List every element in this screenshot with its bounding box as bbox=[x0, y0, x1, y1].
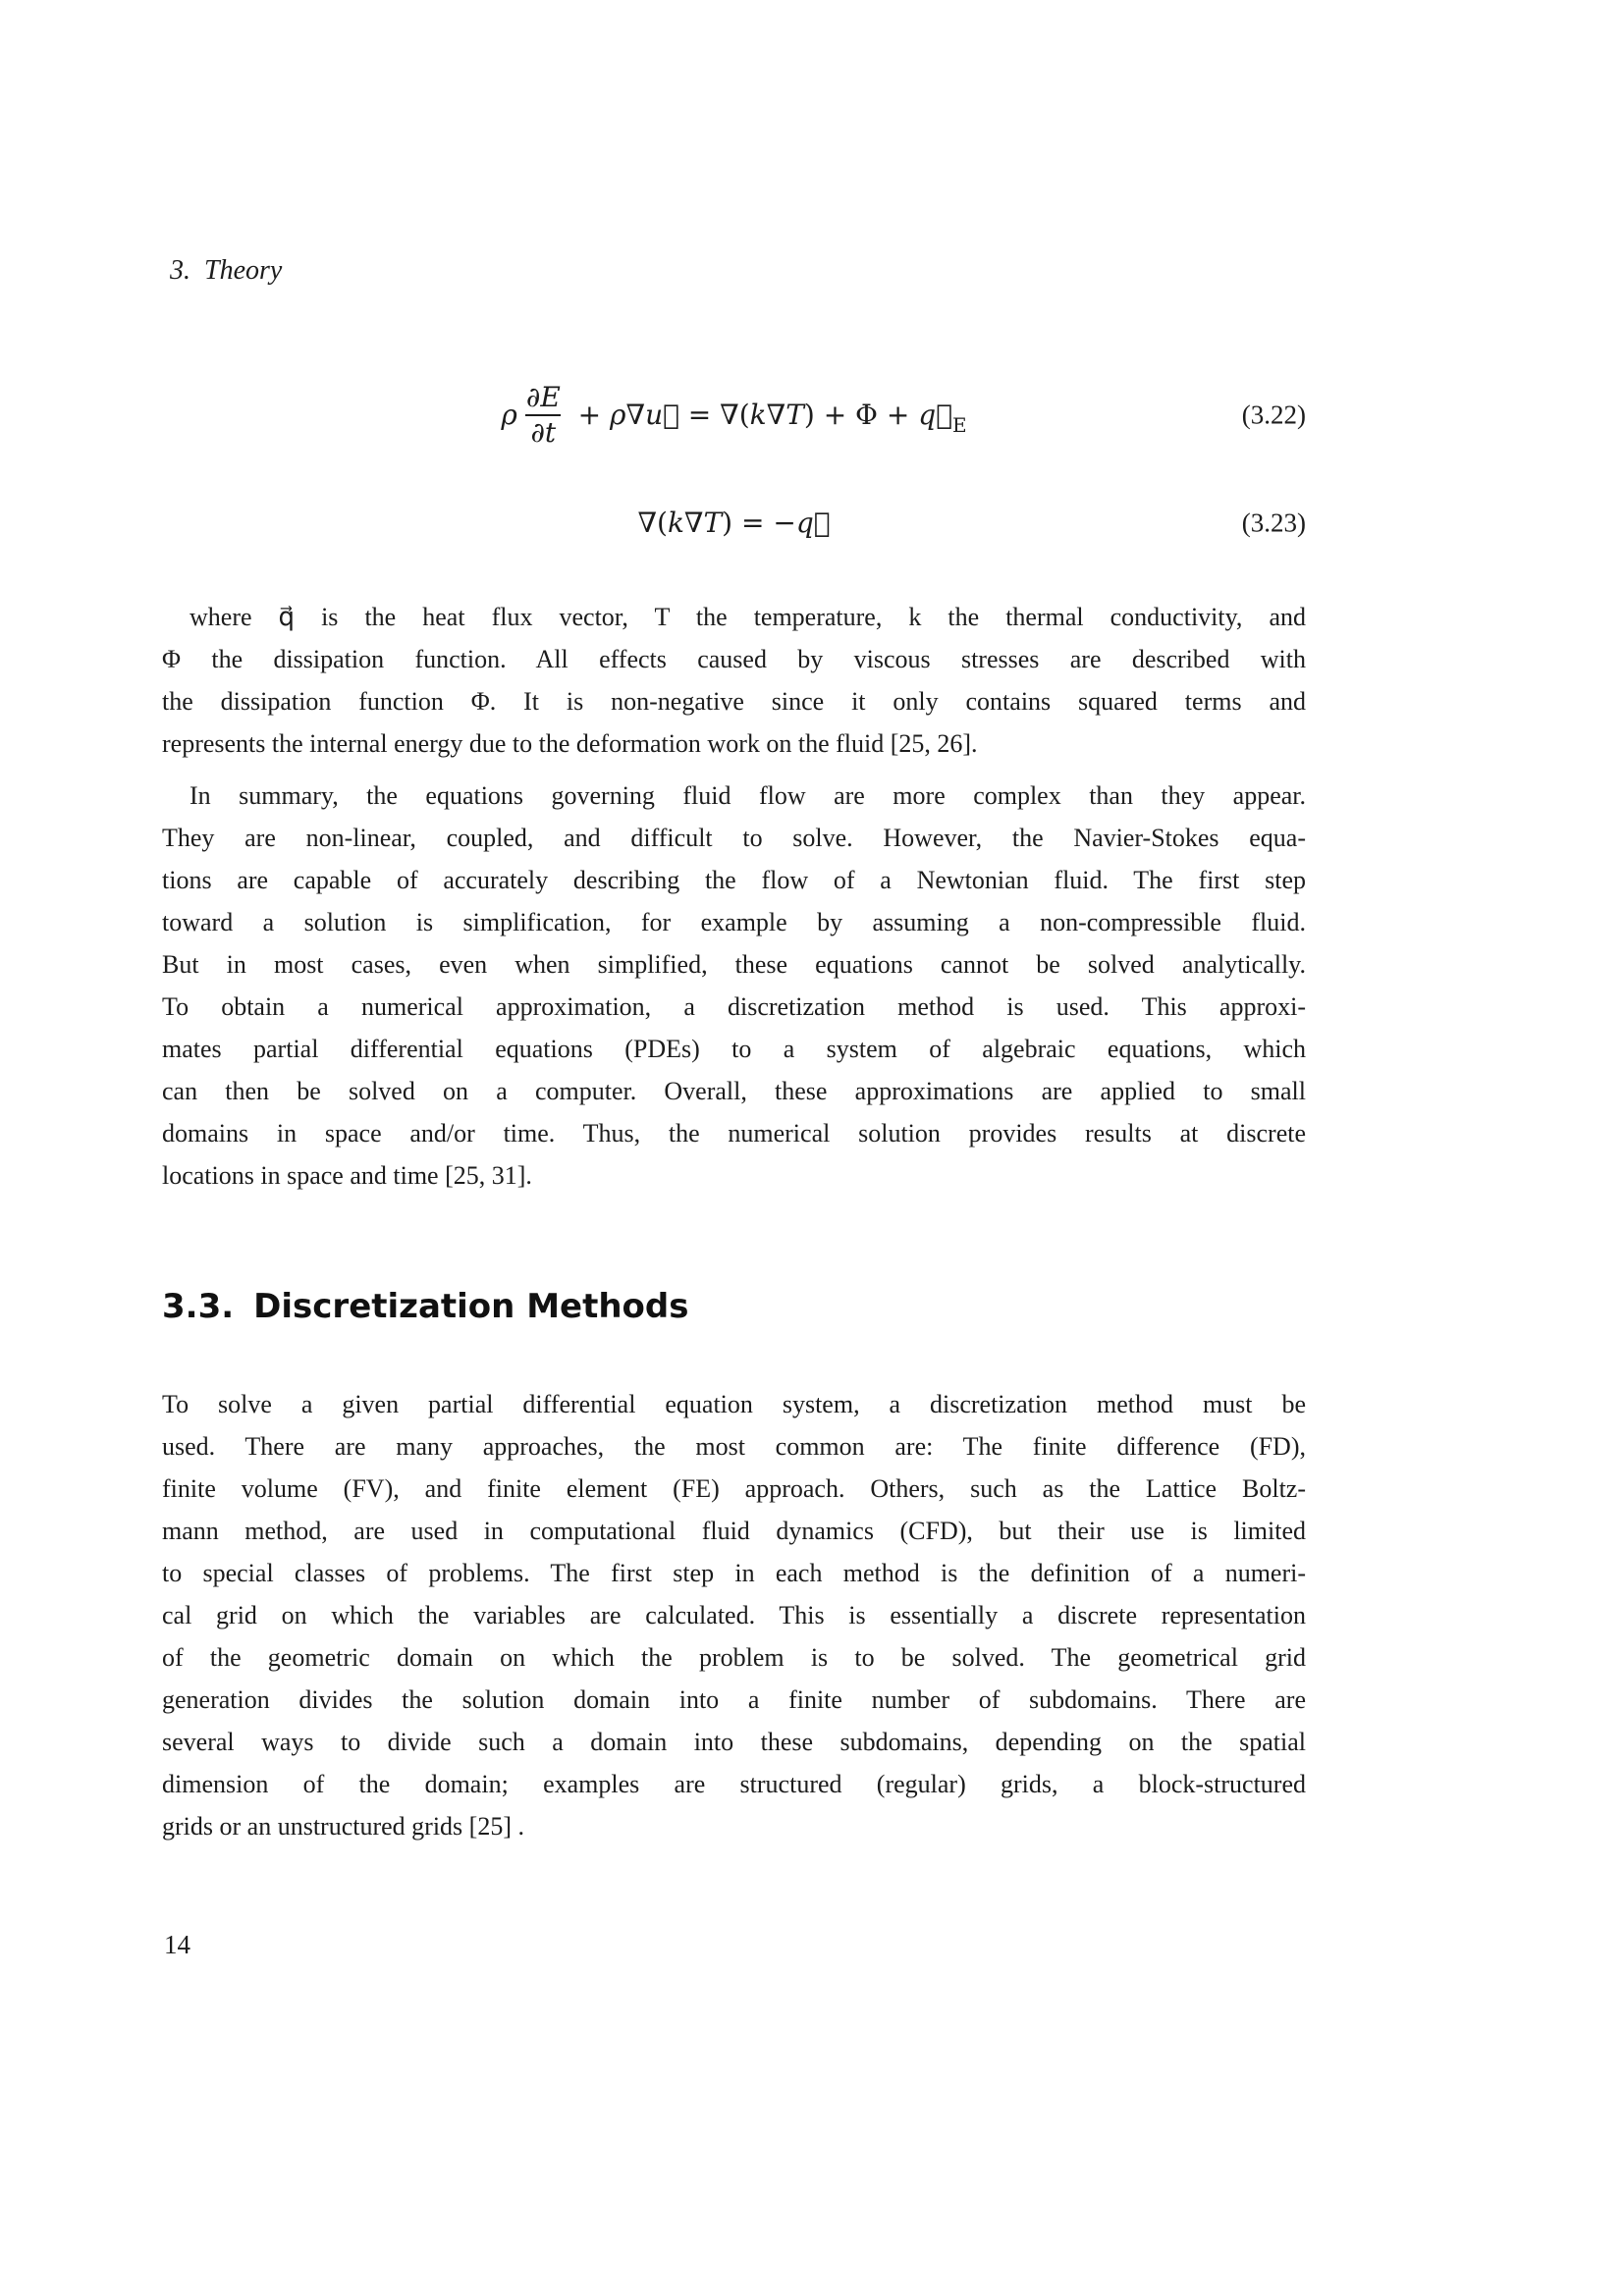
paragraph-to-solve bbox=[162, 1383, 1306, 1847]
section-title: Discretization Methods bbox=[253, 1287, 689, 1326]
math-token: = bbox=[678, 399, 721, 431]
text-line: can then be solved on a computer. Overall, these approximations are applied to small bbox=[162, 1077, 1306, 1105]
text-line: dimension of the domain; examples are structured (regular) grids, a block-structured bbox=[162, 1770, 1306, 1798]
text-line: mann method, are used in computational fluid dynamics (CFD), but their use is limited bbox=[162, 1517, 1306, 1545]
text-line: to special classes of problems. The first step in each method is the definition of a numeri- bbox=[162, 1559, 1306, 1587]
text-column bbox=[162, 0, 1306, 2296]
text-line: several ways to divide such a domain into these subdomains, depending on the spatial bbox=[162, 1728, 1306, 1756]
text-line: tions are capable of accurately describing the flow of a Newtonian fluid. The first step bbox=[162, 866, 1306, 894]
equation-3-23-number: (3.23) bbox=[1241, 507, 1306, 538]
math-token: k bbox=[667, 507, 684, 539]
math-token: T bbox=[703, 507, 723, 539]
text-line: They are non-linear, coupled, and difficult to solve. However, the Navier-Stokes equa- bbox=[162, 824, 1306, 852]
text-line: locations in space and time [25, 31]. bbox=[162, 1161, 532, 1190]
text-line: the dissipation function Φ. It is non-negative since it only contains squared terms and bbox=[162, 687, 1306, 716]
section-heading-discretization-methods bbox=[162, 1286, 688, 1327]
equation-3-23-row bbox=[162, 498, 1306, 549]
fraction: $\frac{\partial E}{\partial t}$ bbox=[525, 380, 561, 449]
equation-3-22 bbox=[501, 381, 966, 450]
text-line: Φ the dissipation function. All effects caused by viscous stresses are described with bbox=[162, 645, 1306, 673]
text-line: represents the internal energy due to the deformation work on the fluid [25, 26]. bbox=[162, 729, 978, 758]
math-token: ) = − bbox=[722, 507, 796, 539]
text-line: domains in space and/or time. Thus, the numerical solution provides results at discrete bbox=[162, 1119, 1306, 1148]
math-token: ∇ bbox=[683, 507, 704, 539]
math-token: ∇( bbox=[637, 507, 668, 539]
math-token: ρ bbox=[610, 399, 626, 431]
equation-3-23 bbox=[637, 509, 830, 537]
math-token: k bbox=[749, 399, 767, 431]
text-line: mates partial differential equations (PDEs) to a system of algebraic equations, which bbox=[162, 1035, 1306, 1063]
text-line: finite volume (FV), and finite element (FE) approach. Others, such as the Lattice Boltz- bbox=[162, 1474, 1306, 1503]
chapter-running-header bbox=[170, 253, 282, 289]
math-token: ∇( bbox=[720, 399, 750, 431]
text-line: To obtain a numerical approximation, a discretization method is used. This approxi- bbox=[162, 992, 1306, 1021]
page-number: 14 bbox=[164, 1930, 190, 1959]
text-line: In summary, the equations governing fluid flow are more complex than they appear. bbox=[189, 781, 1306, 810]
text-line: grids or an unstructured grids [25] . bbox=[162, 1812, 524, 1841]
section-number: 3.3. bbox=[162, 1287, 235, 1326]
math-token: E bbox=[952, 413, 967, 437]
text-line: To solve a given partial differential equation system, a discretization method must be bbox=[162, 1390, 1306, 1418]
math-token: T bbox=[785, 399, 804, 431]
math-token: ∇ bbox=[625, 399, 646, 431]
math-token: ρ bbox=[501, 399, 517, 431]
equation-3-22-number: (3.22) bbox=[1241, 400, 1306, 430]
text-line: generation divides the solution domain into a finite number of subdomains. There are bbox=[162, 1685, 1306, 1714]
equation-3-22-row bbox=[162, 371, 1306, 459]
chapter-number: 3. bbox=[170, 255, 190, 286]
math-token: ) + Φ + bbox=[803, 399, 919, 431]
math-token: u⃗ bbox=[645, 399, 679, 431]
math-token: q⃗ bbox=[795, 507, 831, 539]
paragraph-in-summary bbox=[162, 774, 1306, 1197]
paragraph-where-heat-flux bbox=[162, 596, 1306, 765]
text-line: used. There are many approaches, the most common are: The finite difference (FD), bbox=[162, 1432, 1306, 1461]
math-token: q⃗ bbox=[918, 399, 953, 431]
text-line: cal grid on which the variables are calculated. This is essentially a discrete representation bbox=[162, 1601, 1306, 1629]
math-token: ∇ bbox=[766, 399, 786, 431]
text-line: where q⃗ is the heat flux vector, T the temperature, k the thermal conductivity, and bbox=[189, 603, 1306, 631]
text-line: of the geometric domain on which the problem is to be solved. The geometrical grid bbox=[162, 1643, 1306, 1672]
math-token: + bbox=[568, 399, 611, 431]
text-line: toward a solution is simplification, for example by assuming a non-compressible fluid. bbox=[162, 908, 1306, 936]
text-line: But in most cases, even when simplified, these equations cannot be solved analytically. bbox=[162, 950, 1306, 979]
chapter-title: Theory bbox=[204, 255, 283, 286]
